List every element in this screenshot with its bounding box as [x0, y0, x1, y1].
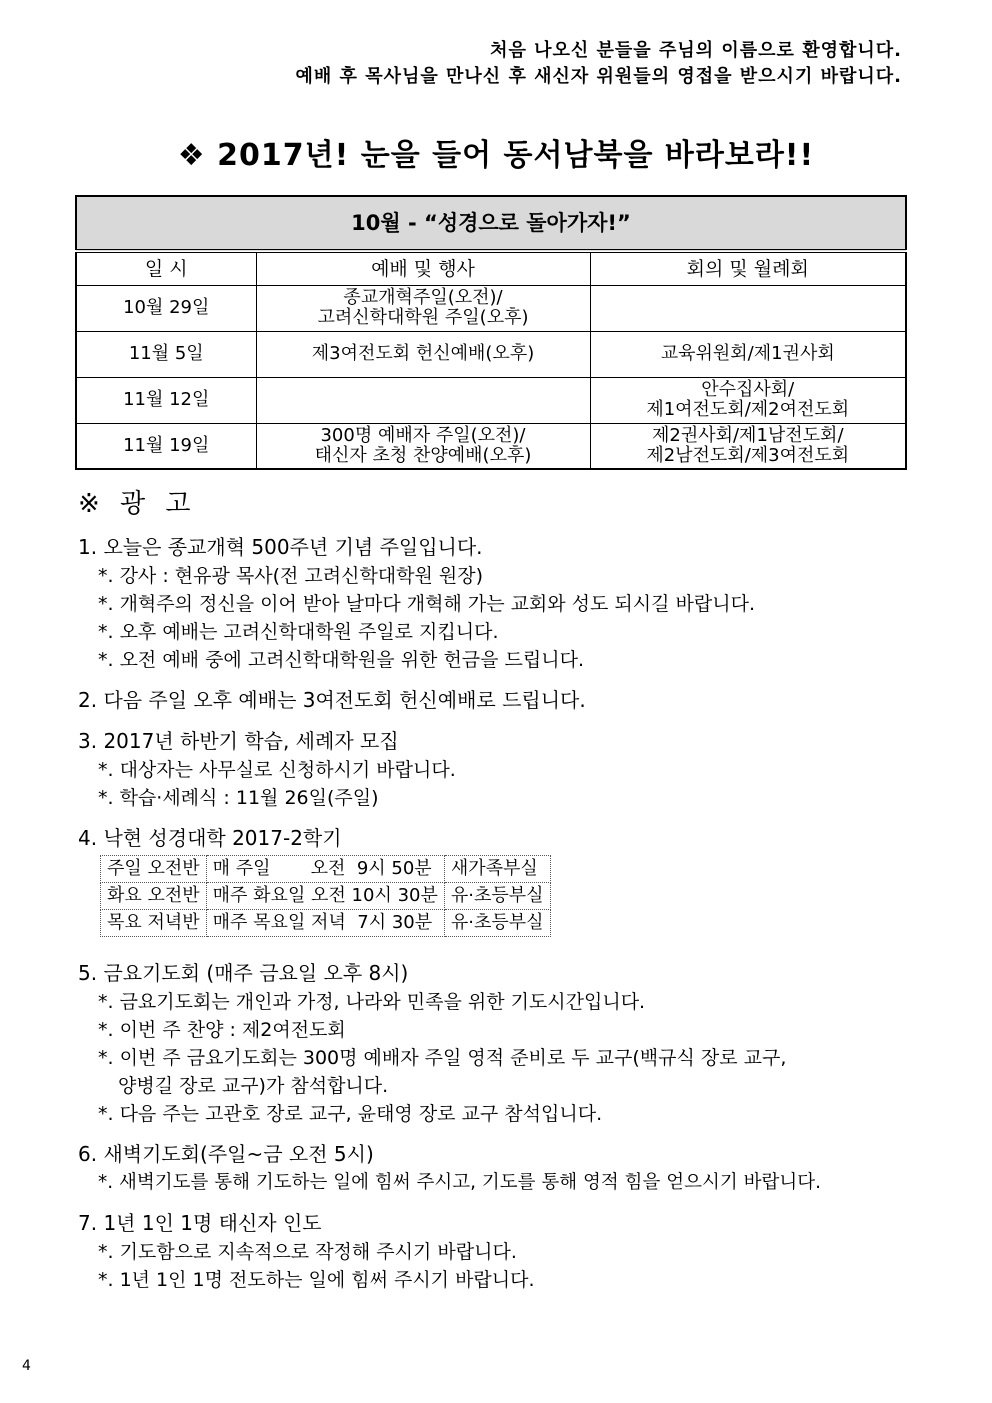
announcement-detail: *. 기도함으로 지속적으로 작정해 주시기 바랍니다.	[98, 1241, 517, 1263]
row-date: 11월 5일	[76, 331, 256, 377]
row-events: 종교개혁주일(오전)/ 고려신학대학원 주일(오후)	[256, 285, 590, 331]
announcements-title: ※ 광 고	[78, 489, 197, 519]
row-date: 10월 29일	[76, 285, 256, 331]
class-room: 새가족부실	[444, 856, 550, 883]
announcement-item	[78, 533, 968, 674]
announcement-item	[78, 1209, 968, 1294]
welcome-line-1: 처음 나오신 분들을 주님의 이름으로 환영합니다.	[490, 40, 902, 61]
row-meetings	[590, 285, 906, 331]
class-time: 매 주일 오전 9시 50분	[206, 856, 444, 883]
announcement-title: 2. 다음 주일 오후 예배는 3여전도회 헌신예배로 드립니다.	[78, 688, 586, 712]
class-name: 주일 오전반	[101, 856, 207, 883]
class-time: 매주 화요일 오전 10시 30분	[206, 883, 444, 910]
row-events: 제3여전도회 헌신예배(오후)	[256, 331, 590, 377]
announcement-detail: *. 개혁주의 정신을 이어 받아 날마다 개혁해 가는 교회와 성도 되시길 바랍니다.	[98, 593, 755, 615]
welcome-message	[296, 38, 903, 90]
announcement-detail: *. 1년 1인 1명 전도하는 일에 힘써 주시기 바랍니다.	[98, 1269, 535, 1291]
bible-class-table	[100, 855, 551, 937]
announcement-detail: *. 금요기도회는 개인과 가정, 나라와 민족을 위한 기도시간입니다.	[98, 991, 646, 1013]
row-meetings: 제2권사회/제1남전도회/ 제2남전도회/제3여전도회	[590, 423, 906, 469]
announcement-title: 6. 새벽기도회(주일~금 오전 5시)	[78, 1142, 374, 1166]
announcement-detail: *. 오전 예배 중에 고려신학대학원을 위한 헌금을 드립니다.	[98, 649, 584, 671]
schedule-title: 10월 - “성경으로 돌아가자!”	[76, 196, 906, 251]
announcement-detail: *. 대상자는 사무실로 신청하시기 바랍니다.	[98, 759, 456, 781]
announcement-item	[78, 1140, 968, 1197]
announcement-detail: *. 다음 주는 고관호 장로 교구, 윤태영 장로 교구 참석입니다.	[98, 1103, 603, 1125]
announcement-title: 4. 낙현 성경대학 2017-2학기	[78, 826, 342, 850]
announcement-detail: *. 강사 : 현유광 목사(전 고려신학대학원 원장)	[98, 565, 484, 587]
column-header-date: 일 시	[76, 251, 256, 285]
table-row	[101, 883, 551, 910]
announcement-title: 5. 금요기도회 (매주 금요일 오후 8시)	[78, 961, 409, 985]
announcement-detail: *. 학습·세례식 : 11월 26일(주일)	[98, 787, 379, 809]
announcements	[78, 490, 968, 1306]
row-date: 11월 12일	[76, 377, 256, 423]
year-theme: ❖ 2017년! 눈을 들어 동서남북을 바라보라!!	[177, 138, 815, 173]
schedule-table	[75, 195, 907, 470]
row-meetings: 교육위원회/제1권사회	[590, 331, 906, 377]
row-meetings: 안수집사회/ 제1여전도회/제2여전도회	[590, 377, 906, 423]
announcement-detail: *. 이번 주 금요기도회는 300명 예배자 주일 영적 준비로 두 교구(백규식 장로 교구,	[98, 1047, 787, 1069]
class-room: 유·초등부실	[444, 910, 550, 937]
announcement-title: 1. 오늘은 종교개혁 500주년 기념 주일입니다.	[78, 535, 483, 559]
table-row	[76, 331, 906, 377]
class-time: 매주 목요일 저녁 7시 30분	[206, 910, 444, 937]
announcement-detail: *. 이번 주 찬양 : 제2여전도회	[98, 1019, 346, 1041]
column-header-events: 예배 및 행사	[256, 251, 590, 285]
announcement-title: 7. 1년 1인 1명 태신자 인도	[78, 1211, 322, 1235]
announcement-detail: *. 새벽기도를 통해 기도하는 일에 힘써 주시고, 기도를 통해 영적 힘을 얻으시기 바랍니다.	[98, 1172, 821, 1193]
table-row	[76, 285, 906, 331]
announcement-detail: 양병길 장로 교구)가 참석합니다.	[118, 1075, 389, 1097]
column-header-meetings: 회의 및 월례회	[590, 251, 906, 285]
page-number: 4	[22, 1358, 31, 1374]
welcome-line-2: 예배 후 목사님을 만나신 후 새신자 위원들의 영접을 받으시기 바랍니다.	[295, 66, 902, 87]
class-name: 화요 오전반	[101, 883, 207, 910]
table-row	[76, 423, 906, 469]
announcement-item	[78, 686, 968, 715]
announcement-title: 3. 2017년 하반기 학습, 세례자 모집	[78, 729, 399, 753]
row-events: 300명 예배자 주일(오전)/ 태신자 초청 찬양예배(오후)	[256, 423, 590, 469]
announcement-item	[78, 824, 968, 937]
class-name: 목요 저녁반	[101, 910, 207, 937]
class-room: 유·초등부실	[444, 883, 550, 910]
row-events	[256, 377, 590, 423]
table-row	[101, 910, 551, 937]
table-row	[101, 856, 551, 883]
row-date: 11월 19일	[76, 423, 256, 469]
announcement-item	[78, 959, 968, 1128]
announcement-item	[78, 727, 968, 812]
announcement-detail: *. 오후 예배는 고려신학대학원 주일로 지킵니다.	[98, 621, 499, 643]
table-row	[76, 377, 906, 423]
